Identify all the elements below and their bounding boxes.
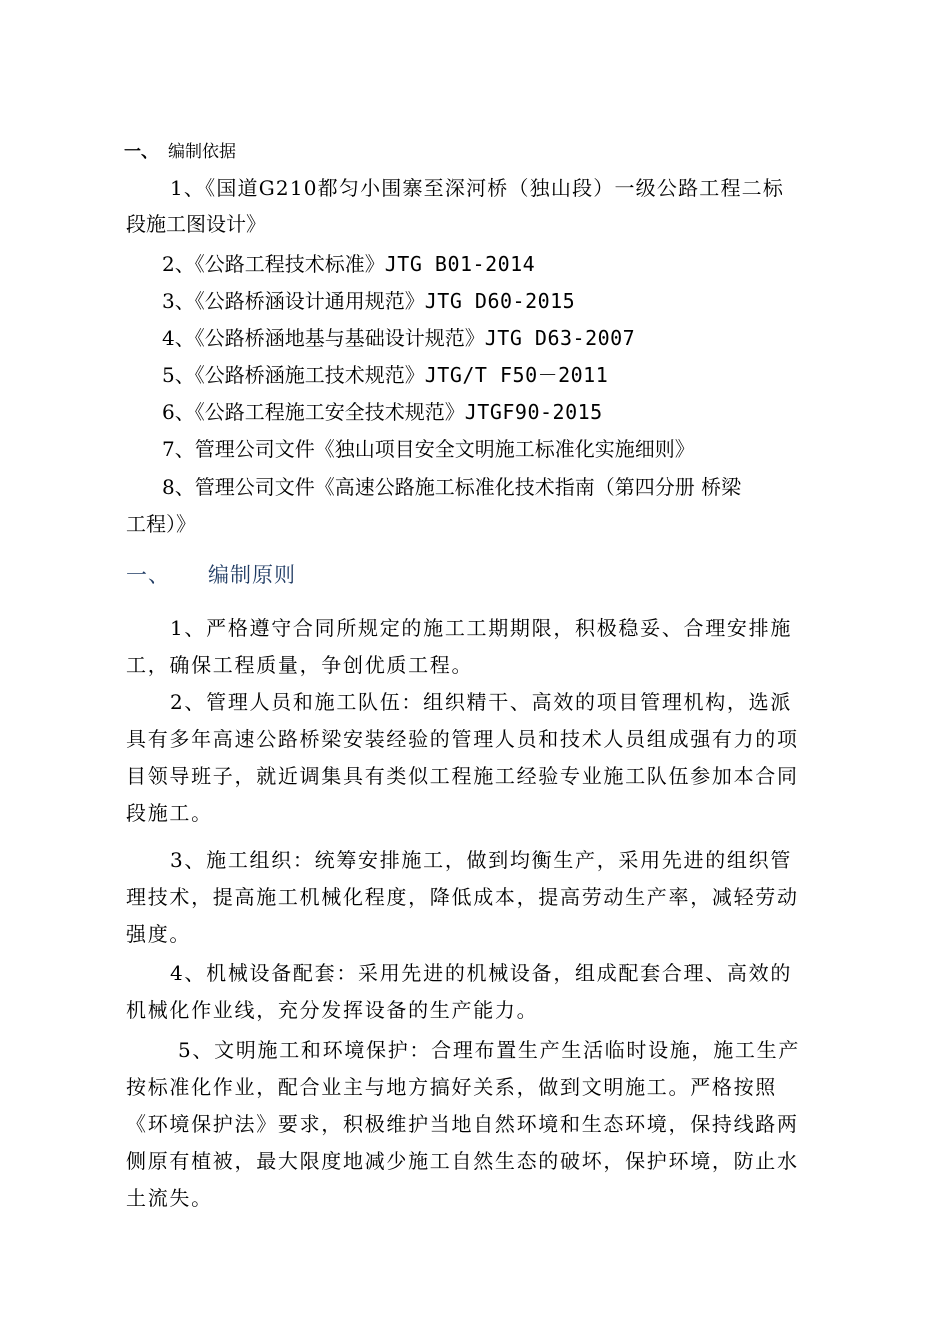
reference-item-8-line2: 工程）》: [126, 512, 196, 536]
reference-item-5-title: 5、《公路桥涵施工技术规范》: [162, 363, 425, 387]
reference-item-1-line1: 1、《国道G210都匀小围寨至深河桥（独山段）一级公路工程二标: [170, 176, 785, 200]
reference-item-5: [162, 363, 608, 387]
principle-5-line3: 《环境保护法》要求，积极维护当地自然环境和生态环境，保持线路两: [126, 1112, 799, 1136]
principle-3-line2: 理技术，提高施工机械化程度，降低成本，提高劳动生产率，减轻劳动: [126, 885, 799, 909]
principle-2-line3: 目领导班子，就近调集具有类似工程施工经验专业施工队伍参加本合同: [126, 764, 799, 788]
section-1-heading: [124, 140, 236, 164]
principle-1-line1: 1、严格遵守合同所规定的施工工期期限，积极稳妥、合理安排施: [170, 616, 793, 640]
reference-item-6-code: JTGF90-2015: [464, 400, 603, 424]
reference-item-4-title: 4、《公路桥涵地基与基础设计规范》: [162, 326, 485, 350]
section-2-heading: [126, 563, 296, 587]
reference-item-2-code: JTG B01-2014: [384, 252, 536, 276]
reference-item-2-title: 2、《公路工程技术标准》: [162, 252, 385, 276]
reference-item-3-code: JTG D60-2015: [424, 289, 576, 313]
reference-item-1-line2: 段施工图设计》: [126, 212, 266, 236]
principle-5-line2: 按标准化作业，配合业主与地方搞好关系，做到文明施工。严格按照: [126, 1075, 777, 1099]
reference-item-3: [162, 289, 575, 313]
principle-3-line3: 强度。: [126, 922, 192, 946]
reference-item-2: [162, 252, 535, 276]
principle-2-line4: 段施工。: [126, 801, 213, 825]
principle-5-line1: 5、文明施工和环境保护：合理布置生产生活临时设施，施工生产: [178, 1038, 801, 1062]
principle-4-line2: 机械化作业线，充分发挥设备的生产能力。: [126, 998, 539, 1022]
section-1-number: 一、: [124, 142, 158, 162]
reference-item-3-title: 3、《公路桥涵设计通用规范》: [162, 289, 425, 313]
section-2-number: 一、: [126, 563, 170, 587]
principle-1-line2: 工，确保工程质量，争创优质工程。: [126, 653, 474, 677]
reference-item-7: 7、管理公司文件《独山项目安全文明施工标准化实施细则》: [162, 437, 695, 461]
reference-item-6-title: 6、《公路工程施工安全技术规范》: [162, 400, 465, 424]
section-2-title: 编制原则: [208, 563, 296, 587]
reference-item-4-code: JTG D63-2007: [484, 326, 636, 350]
principle-5-line5: 土流失。: [126, 1186, 213, 1210]
section-1-title: 编制依据: [168, 142, 236, 162]
principle-2-line1: 2、管理人员和施工队伍：组织精干、高效的项目管理机构，选派: [170, 690, 793, 714]
principle-2-line2: 具有多年高速公路桥梁安装经验的管理人员和技术人员组成强有力的项: [126, 727, 799, 751]
reference-item-4: [162, 326, 635, 350]
reference-item-6: [162, 400, 603, 424]
reference-item-5-code: JTG/T F50－2011: [424, 363, 609, 387]
principle-5-line4: 侧原有植被，最大限度地减少施工自然生态的破坏，保护环境，防止水: [126, 1149, 799, 1173]
principle-3-line1: 3、施工组织：统筹安排施工，做到均衡生产，采用先进的组织管: [170, 848, 793, 872]
principle-4-line1: 4、机械设备配套：采用先进的机械设备，组成配套合理、高效的: [170, 961, 793, 985]
reference-item-8-line1: 8、管理公司文件《高速公路施工标准化技术指南（第四分册 桥梁: [162, 475, 742, 499]
